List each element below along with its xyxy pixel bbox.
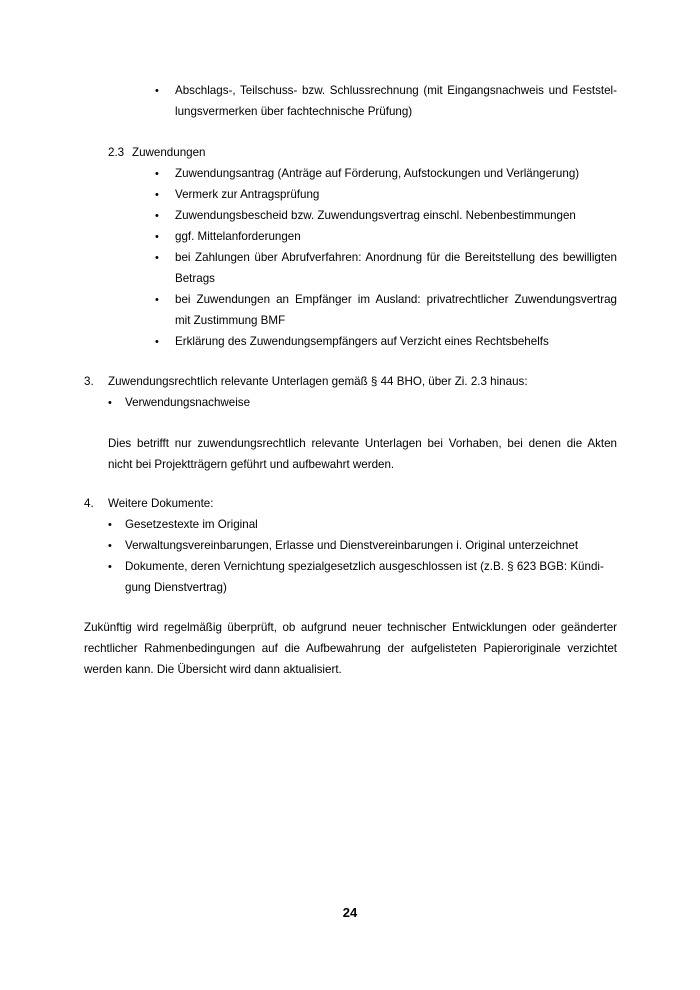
list-item: Erklärung des Zuwendungsempfängers auf Verzicht eines Rechtsbehelfs [175, 335, 549, 348]
list-item: Verwendungsnachweise [125, 396, 251, 409]
bullet-icon: • [108, 540, 112, 552]
closing-paragraph-line1: Zukünftig wird regelmäßig überprüft, ob aufgrund neuer technischer Entwicklungen oder geänderter [84, 621, 617, 634]
closing-paragraph-line3: werden kann. Die Übersicht wird dann aktualisiert. [84, 663, 342, 676]
section-3-title: Zuwendungsrechtlich relevante Unterlagen gemäß § 44 BHO, über Zi. 2.3 hinaus: [108, 375, 528, 388]
list-item: Zuwendungsantrag (Anträge auf Förderung, Aufstockungen und Verlängerung) [175, 167, 580, 180]
list-item: Zuwendungsbescheid bzw. Zuwendungsvertrag einschl. Nebenbestimmungen [175, 209, 576, 222]
list-item: Vermerk zur Antragsprüfung [175, 188, 320, 201]
list-item-rechnung-line2: lungsvermerken über fachtechnische Prüfung) [175, 105, 413, 118]
bullet-icon: • [108, 561, 112, 573]
list-item: Dokumente, deren Vernichtung spezialgesetzlich ausgeschlossen ist (z.B. § 623 BGB: Kündi- [125, 560, 604, 573]
list-item: bei Zahlungen über Abrufverfahren: Anordnung für die Bereitstellung des bewilligten [175, 251, 617, 264]
bullet-icon: • [155, 168, 159, 180]
list-item-continuation: mit Zustimmung BMF [175, 314, 286, 327]
list-item: ggf. Mittelanforderungen [175, 230, 301, 243]
bullet-icon: • [155, 85, 159, 97]
section-2-3-number: 2.3 [108, 146, 125, 159]
page-number: 24 [342, 905, 358, 920]
bullet-icon: • [155, 210, 159, 222]
list-item-continuation: gung Dienstvertrag) [125, 581, 227, 594]
section-4-number: 4. [84, 497, 94, 510]
list-item: bei Zuwendungen an Empfänger im Ausland: privatrechtlicher Zuwendungsvertrag [175, 293, 617, 306]
list-item-continuation: Betrags [175, 272, 215, 285]
closing-paragraph-line2: rechtlicher Rahmenbedingungen auf die Aufbewahrung der aufgelisteten Papieroriginale verzichtet [84, 642, 617, 655]
list-item: Gesetzestexte im Original [125, 518, 258, 531]
list-item: Verwaltungsvereinbarungen, Erlasse und Dienstvereinbarungen i. Original unterzeichnet [125, 539, 579, 552]
section-3-note-line1: Dies betrifft nur zuwendungsrechtlich relevante Unterlagen bei Vorhaben, bei denen die Akten [108, 437, 617, 450]
bullet-icon: • [155, 336, 159, 348]
bullet-icon: • [155, 252, 159, 264]
section-2-3-title: Zuwendungen [132, 146, 206, 159]
section-3-note-line2: nicht bei Projektträgern geführt und aufbewahrt werden. [108, 458, 395, 471]
list-item-rechnung-line1: Abschlags-, Teilschuss- bzw. Schlussrechnung (mit Eingangsnachweis und Feststel- [175, 84, 617, 97]
bullet-icon: • [108, 519, 112, 531]
bullet-icon: • [108, 397, 112, 409]
bullet-icon: • [155, 294, 159, 306]
section-4-title: Weitere Dokumente: [108, 497, 214, 510]
bullet-icon: • [155, 231, 159, 243]
section-3-number: 3. [84, 375, 94, 388]
bullet-icon: • [155, 189, 159, 201]
